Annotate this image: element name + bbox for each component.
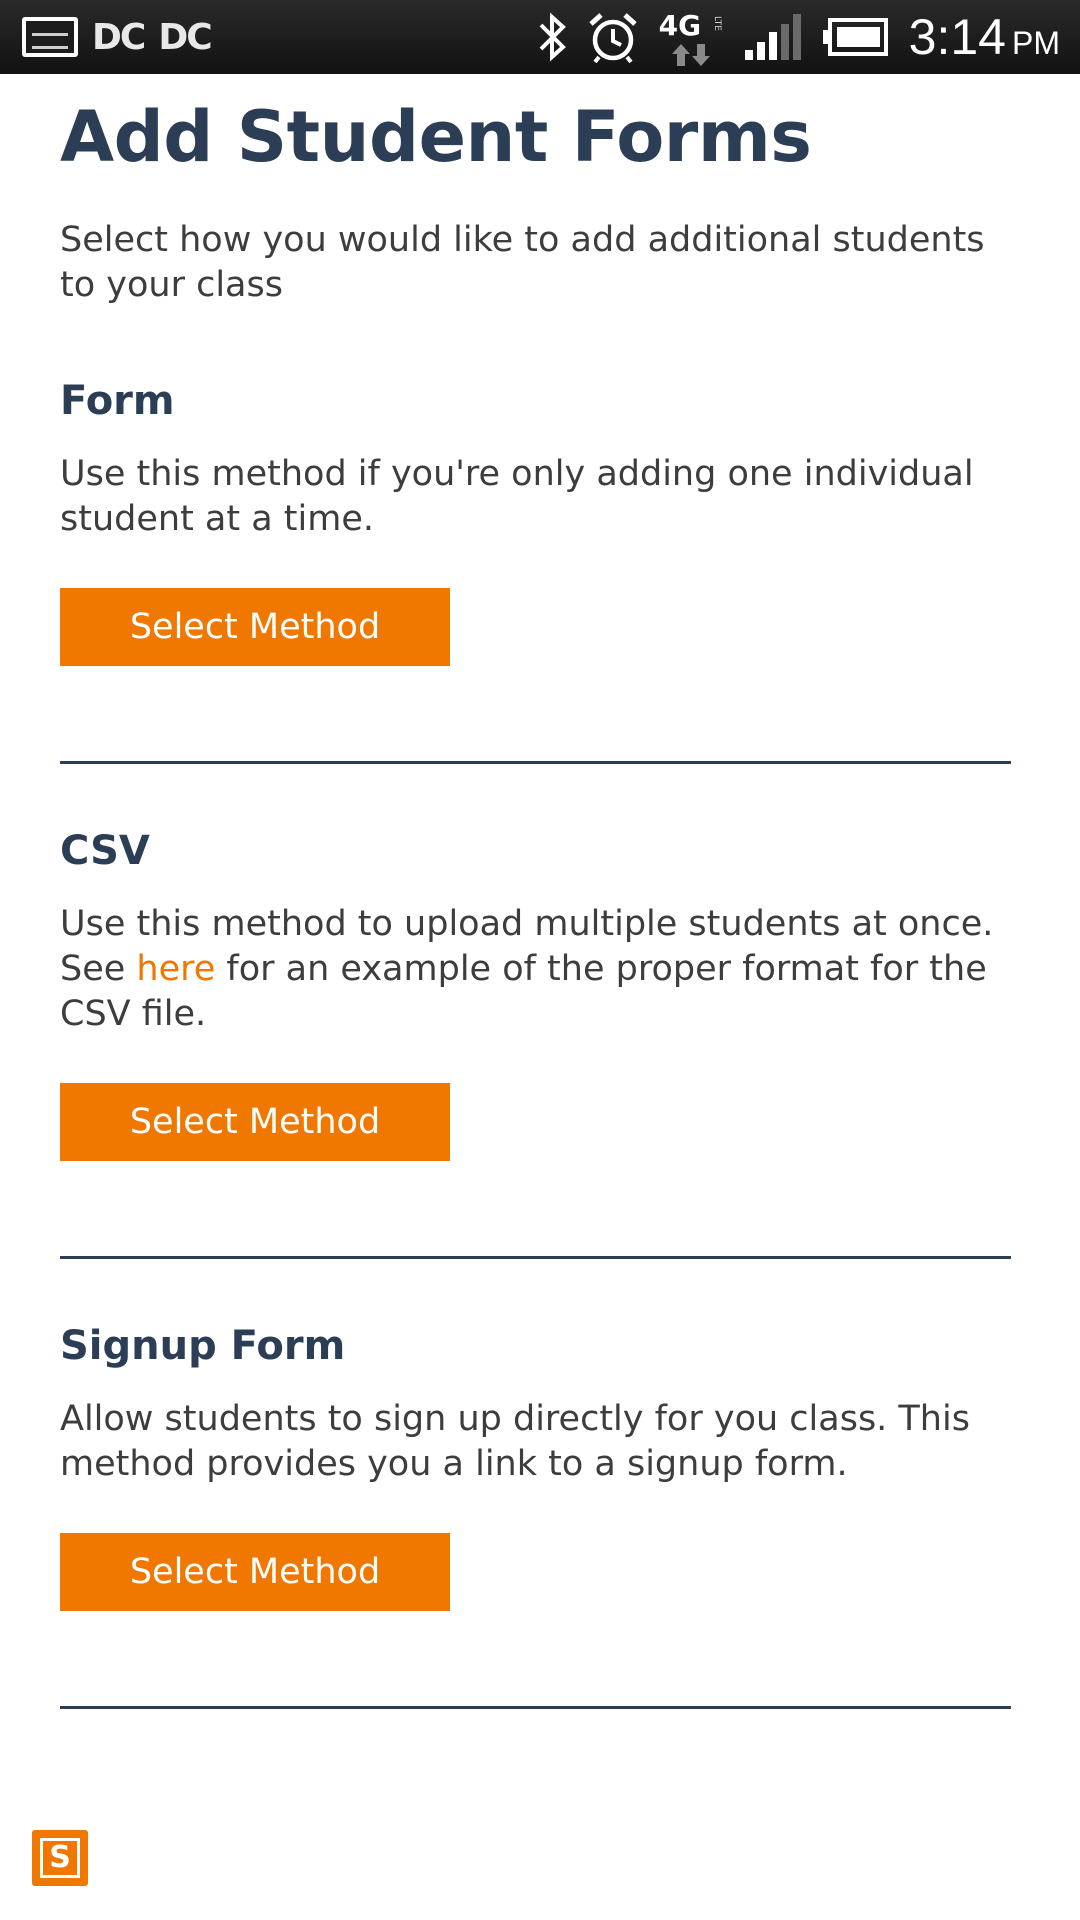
logo-letter: S	[40, 1838, 80, 1878]
notification-area	[22, 14, 211, 60]
csv-method-heading: CSV	[60, 828, 150, 874]
signup-form-method-section	[60, 1321, 1011, 1611]
signup-form-select-method-button[interactable]: Select Method	[60, 1533, 450, 1611]
csv-select-method-button[interactable]: Select Method	[60, 1083, 450, 1161]
form-method-section	[60, 376, 1011, 666]
system-tray	[537, 0, 1060, 74]
form-select-method-button[interactable]: Select Method	[60, 588, 450, 666]
csv-method-description: Use this method to upload multiple students at once. See here for an example of the proper format for the CSV file.	[60, 904, 994, 1034]
bluetooth-icon	[537, 11, 567, 63]
dc-notification-icon: DC	[92, 16, 145, 58]
network-4g-lte-icon: 4G LTE	[659, 4, 723, 70]
battery-icon	[821, 17, 889, 57]
svg-text:LTE: LTE	[711, 16, 722, 31]
section-divider	[60, 1256, 1011, 1259]
form-method-description: Use this method if you're only adding one individual student at a time.	[60, 454, 974, 539]
intro-text: Select how you would like to add additional students to your class	[60, 220, 985, 305]
signup-form-method-description: Allow students to sign up directly for you class. This method provides you a link to a signup form.	[60, 1399, 970, 1484]
signal-strength-icon	[743, 12, 801, 62]
main-content	[60, 74, 1011, 308]
status-bar	[0, 0, 1080, 74]
csv-method-section	[60, 826, 1011, 1161]
page-title: Add Student Forms	[60, 96, 812, 178]
form-method-heading: Form	[60, 378, 175, 424]
dc-notification-icon-2: DC	[158, 16, 211, 58]
gallery-notification-icon	[22, 17, 78, 57]
alarm-clock-icon	[587, 11, 639, 63]
section-divider	[60, 1706, 1011, 1709]
clock: 3:14 PM	[908, 9, 1060, 65]
signup-form-method-heading: Signup Form	[60, 1323, 346, 1369]
brand-logo-icon[interactable]	[32, 1830, 88, 1886]
section-divider	[60, 761, 1011, 764]
csv-example-link[interactable]: here	[136, 949, 216, 989]
